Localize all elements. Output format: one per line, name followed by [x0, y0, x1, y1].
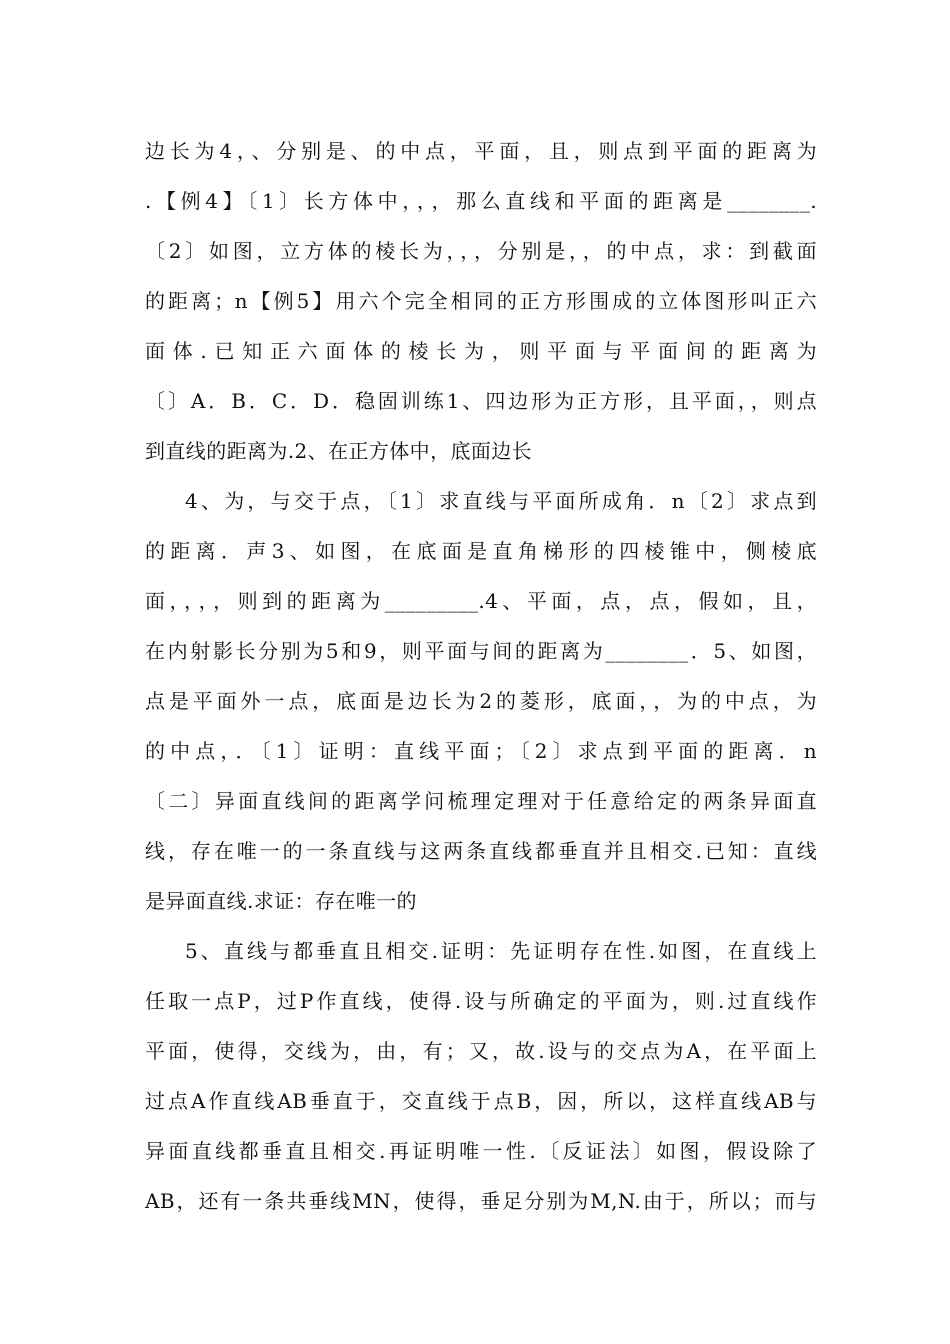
text-line: 在内射影长分别为5和9，则平面与间的距离为________．5、如图，	[145, 639, 817, 663]
text-line: 是异面直线.求证：存在唯一的	[145, 889, 417, 913]
text-line: 〔2〕如图，立方体的棱长为，，，分别是，，的中点，求：到截面	[145, 239, 817, 263]
text-line: .【例4】〔1〕长方体中，，，那么直线和平面的距离是________.	[145, 189, 817, 213]
text-line: 的中点，．〔1〕证明：直线平面；〔2〕求点到平面的距离．n	[145, 739, 817, 763]
text-line: 平面，使得，交线为，由，有；又，故.设与的交点为A，在平面上	[145, 1039, 817, 1063]
text-line: 5、直线与都垂直且相交.证明：先证明存在性.如图，在直线上	[185, 939, 817, 963]
text-line: 异面直线都垂直且相交.再证明唯一性.〔反证法〕如图，假设除了	[145, 1139, 817, 1163]
text-line: 点是平面外一点，底面是边长为2的菱形，底面，，为的中点，为	[145, 689, 817, 713]
text-line: 任取一点P，过P作直线，使得.设与所确定的平面为，则.过直线作	[145, 989, 817, 1013]
text-line: 面，，，，则到的距离为_________.4、平面，点，点，假如，且，	[145, 589, 817, 613]
paragraph-2	[145, 476, 817, 926]
text-line: 过点A作直线AB垂直于，交直线于点B，因，所以，这样直线AB与	[145, 1089, 817, 1113]
text-line: 到直线的距离为.2、在正方体中，底面边长	[145, 439, 533, 463]
text-line: 面体.已知正六面体的棱长为，则平面与平面间的距离为	[145, 339, 817, 363]
text-line: 〔二〕异面直线间的距离学问梳理定理对于任意给定的两条异面直	[145, 789, 817, 813]
paragraph-3	[145, 926, 817, 1226]
paragraph-1	[145, 126, 817, 476]
text-line: 的距离．声3、如图，在底面是直角梯形的四棱锥中，侧棱底	[145, 539, 817, 563]
text-line: 4、为，与交于点，〔1〕求直线与平面所成角．n〔2〕求点到	[185, 489, 817, 513]
text-line: 〔〕A．B．C．D．稳固训练1、四边形为正方形，且平面，，则点	[145, 389, 817, 413]
text-line: AB，还有一条共垂线MN，使得，垂足分别为M,N.由于，所以；而与	[145, 1189, 817, 1213]
text-line: 的距离；n【例5】用六个完全相同的正方形围成的立体图形叫正六	[145, 289, 817, 313]
text-line: 边长为4，、分别是、的中点，平面，且，则点到平面的距离为	[145, 139, 817, 163]
text-line: 线，存在唯一的一条直线与这两条直线都垂直并且相交.已知：直线	[145, 839, 817, 863]
